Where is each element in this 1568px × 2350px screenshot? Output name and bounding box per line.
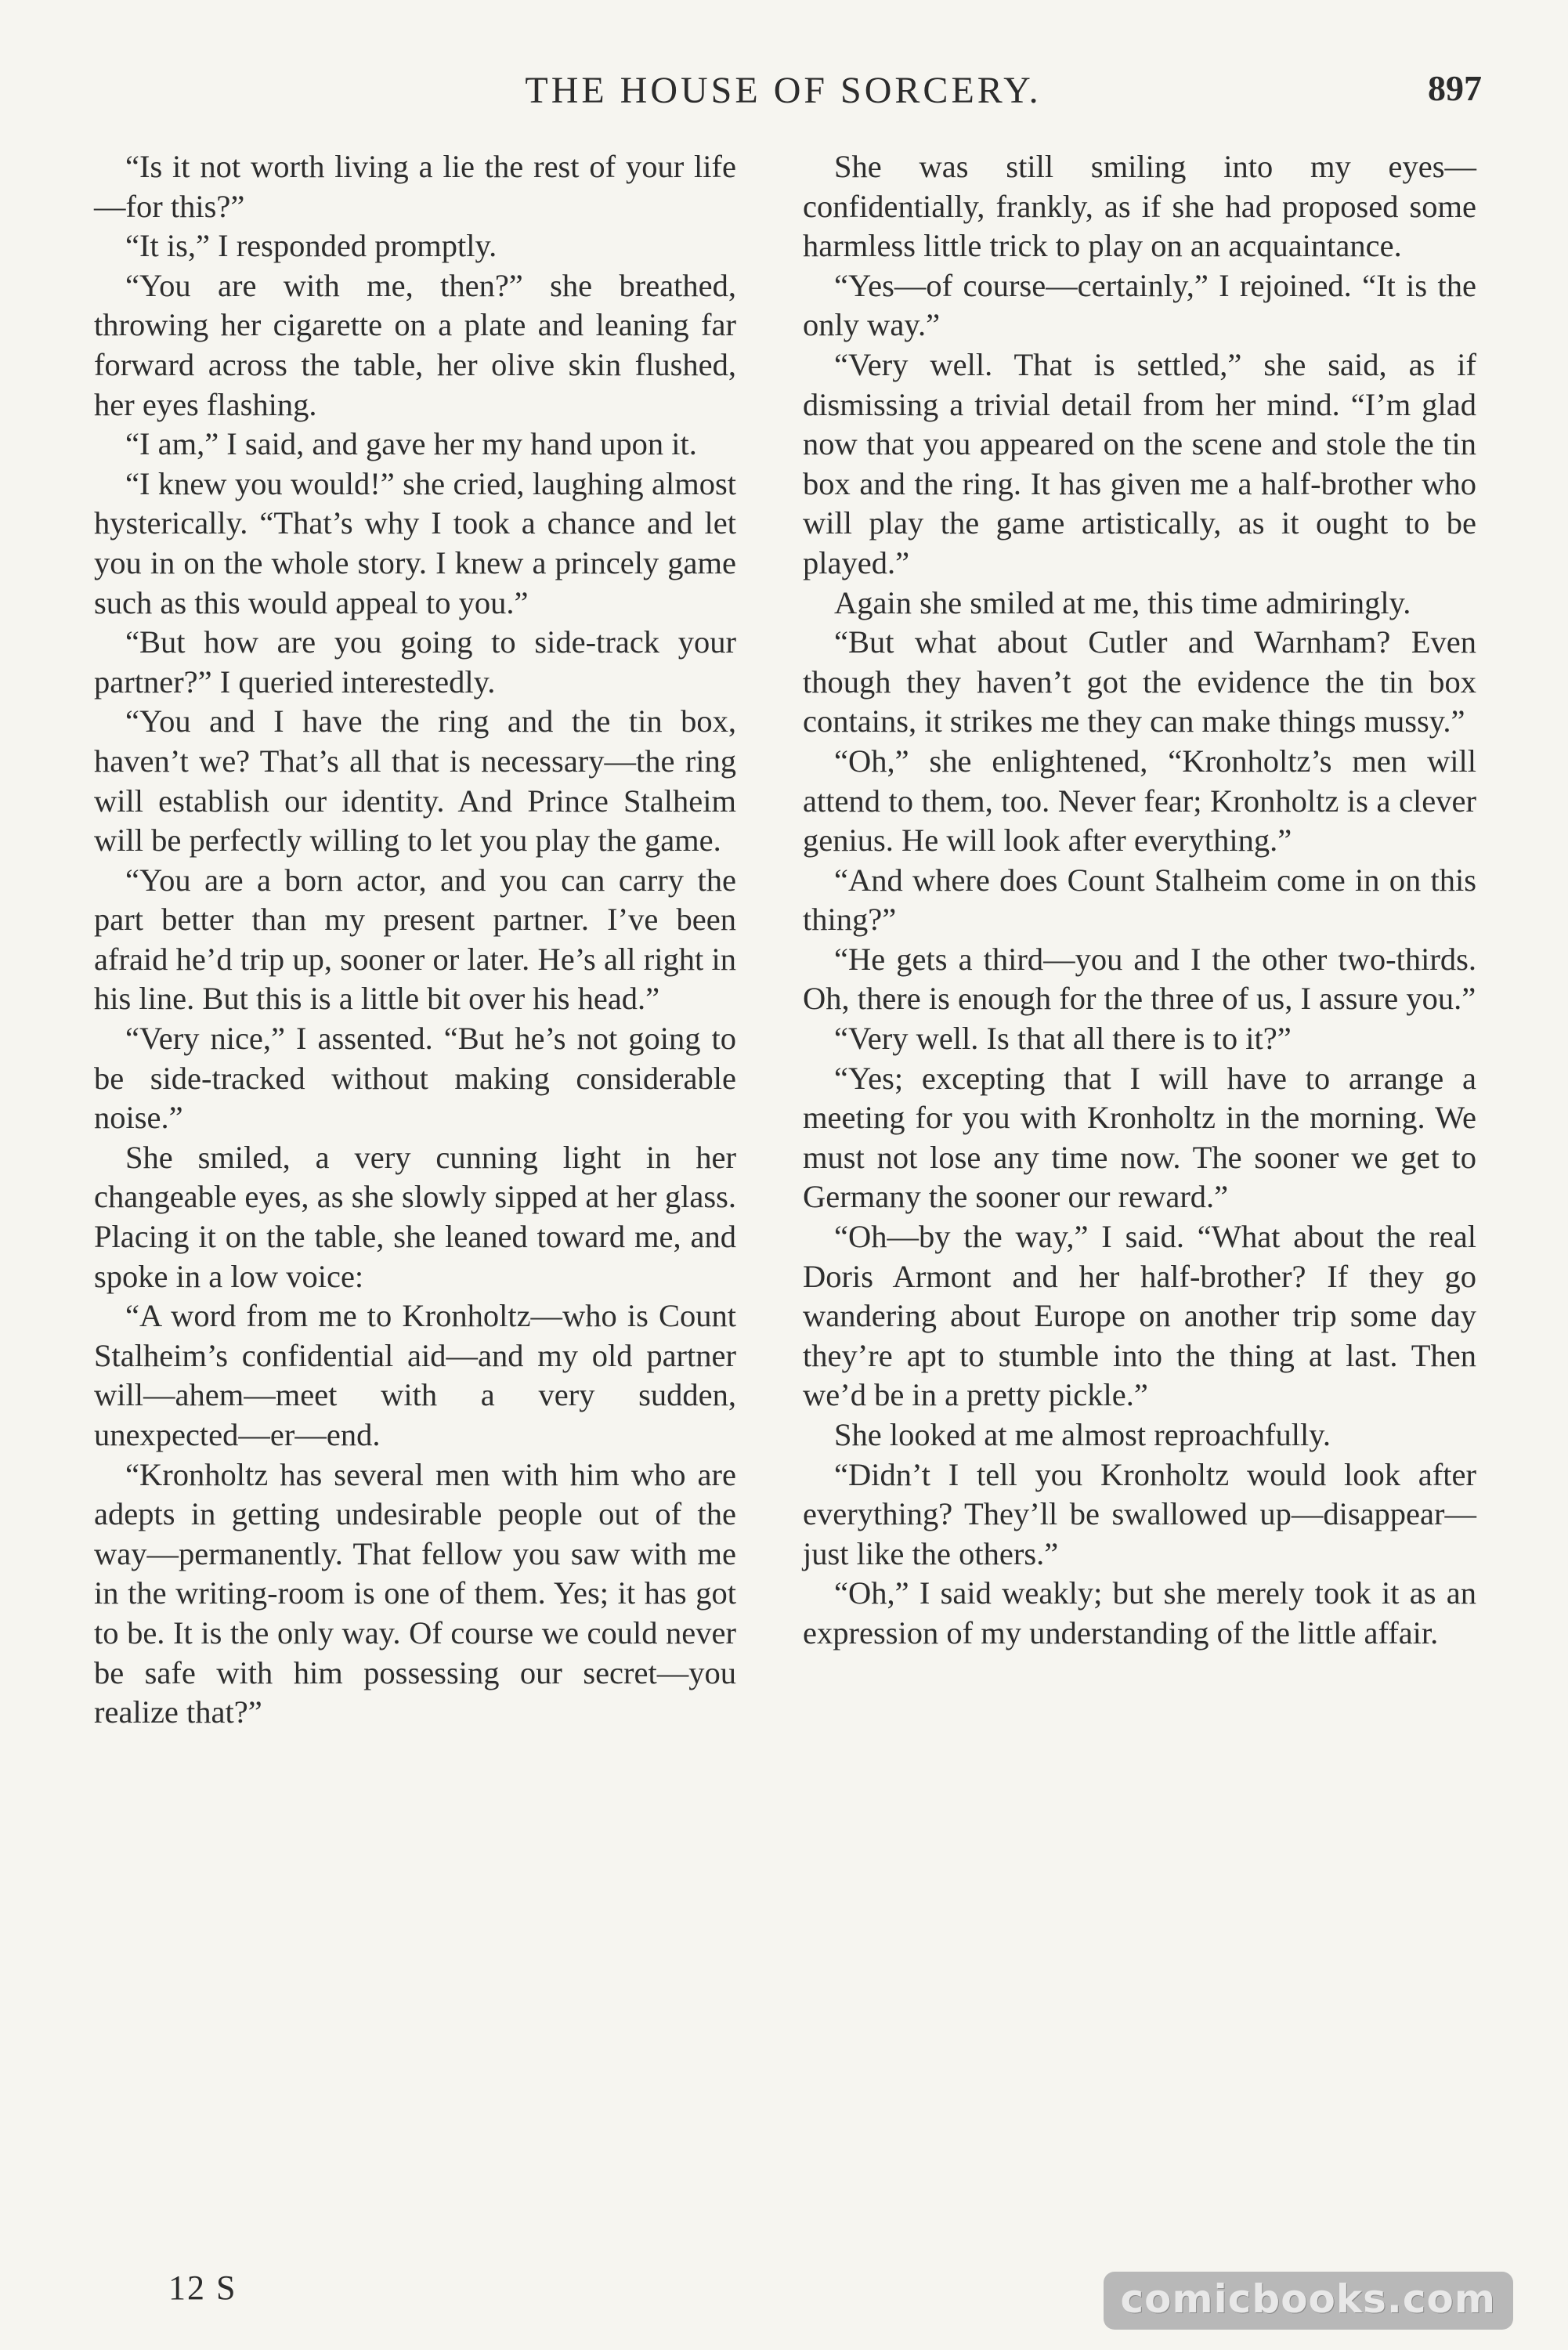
- paragraph: “I am,” I said, and gave her my hand upon it.: [125, 426, 697, 462]
- paragraph: “Oh,” she enlightened, “Kronholtz’s men will attend to them, too. Never fear; Kronholtz is a clever genius. He will look after everything.”: [803, 743, 1476, 859]
- right-column: [803, 147, 1476, 1654]
- paragraph: “And where does Count Stalheim come in on this thing?”: [803, 862, 1476, 938]
- paragraph: “Is it not worth living a lie the rest of your life—for this?”: [94, 149, 736, 224]
- paragraph: “A word from me to Kronholtz—who is Count Stalheim’s confidential aid—and my old partner will—ahem—meet with a very sudden, unexpected—er—end.: [94, 1298, 736, 1452]
- paragraph: “Oh—by the way,” I said. “What about the real Doris Armont and her half-brother? If they go wandering about Europe on another trip some day they’re apt to stumble into the thing at last. Then we’d be in a pretty pickle.”: [803, 1219, 1476, 1413]
- paragraph: “He gets a third—you and I the other two-thirds. Oh, there is enough for the three of us, I assure you.”: [803, 941, 1476, 1017]
- left-column: [94, 147, 736, 1733]
- paragraph: “I knew you would!” she cried, laughing almost hysterically. “That’s why I took a chance and let you in on the whole story. I knew a princely game such as this would appeal to you.”: [94, 465, 736, 620]
- paragraph: Again she smiled at me, this time admiringly.: [834, 584, 1411, 620]
- paragraph: “Yes; excepting that I will have to arrange a meeting for you with Kronholtz in the morning. We must not lose any time now. The sooner we get to Germany the sooner our reward.”: [803, 1060, 1476, 1215]
- paragraph: “Didn’t I tell you Kronholtz would look after everything? They’ll be swallowed up—disappear—just like the others.”: [803, 1456, 1476, 1571]
- signature-mark: 12 S: [168, 2269, 237, 2307]
- paragraph: “Very nice,” I assented. “But he’s not going to be side-tracked without making considerable noise.”: [94, 1021, 736, 1136]
- paragraph: “You are with me, then?” she breathed, throwing her cigarette on a plate and leaning far forward across the table, her olive skin flushed, her eyes flashing.: [94, 267, 736, 422]
- paragraph: “But how are you going to side-track your partner?” I queried interestedly.: [94, 624, 736, 700]
- paragraph: “Very well. Is that all there is to it?”: [834, 1021, 1292, 1057]
- paragraph: “You are a born actor, and you can carry the part better than my present partner. I’ve been afraid he’d trip up, sooner or later. He’s all right in his line. But this is a little bit over his head.”: [94, 862, 736, 1017]
- page-header-title: THE HOUSE OF SORCERY.: [525, 70, 1042, 111]
- paragraph: She looked at me almost reproachfully.: [834, 1417, 1331, 1452]
- paragraph: “You and I have the ring and the tin box, haven’t we? That’s all that is necessary—the ring will establish our identity. And Prince Stalheim will be perfectly willing to let you play the game.: [94, 703, 736, 859]
- paragraph: “Very well. That is settled,” she said, as if dismissing a trivial detail from her mind. “I’m glad now that you appeared on the scene and stole the tin box and the ring. It has given me a half-brother who will play the game artistically, as it ought to be played.”: [803, 346, 1476, 580]
- watermark-logo: comicbooks.com: [1104, 2272, 1513, 2330]
- paragraph: “Oh,” I said weakly; but she merely took it as an expression of my understanding of the little affair.: [803, 1575, 1476, 1650]
- paragraph: She was still smiling into my eyes—confidentially, frankly, as if she had proposed some harmless little trick to play on an acquaintance.: [803, 149, 1476, 264]
- paragraph: “Yes—of course—certainly,” I rejoined. “It is the only way.”: [803, 267, 1476, 343]
- page-number: 897: [1428, 68, 1482, 108]
- paragraph: “But what about Cutler and Warnham? Even though they haven’t got the evidence the tin box contains, it strikes me they can make things mussy.”: [803, 624, 1476, 739]
- paragraph: “Kronholtz has several men with him who are adepts in getting undesirable people out of the way—permanently. That fellow you saw with me in the writing-room is one of them. Yes; it has got to be. It is the only way. Of course we could never be safe with him possessing our secret—you realize that?”: [94, 1456, 736, 1730]
- paragraph: She smiled, a very cunning light in her changeable eyes, as she slowly sipped at her glass. Placing it on the table, she leaned toward me, and spoke in a low voice:: [94, 1139, 736, 1294]
- paragraph: “It is,” I responded promptly.: [125, 228, 497, 264]
